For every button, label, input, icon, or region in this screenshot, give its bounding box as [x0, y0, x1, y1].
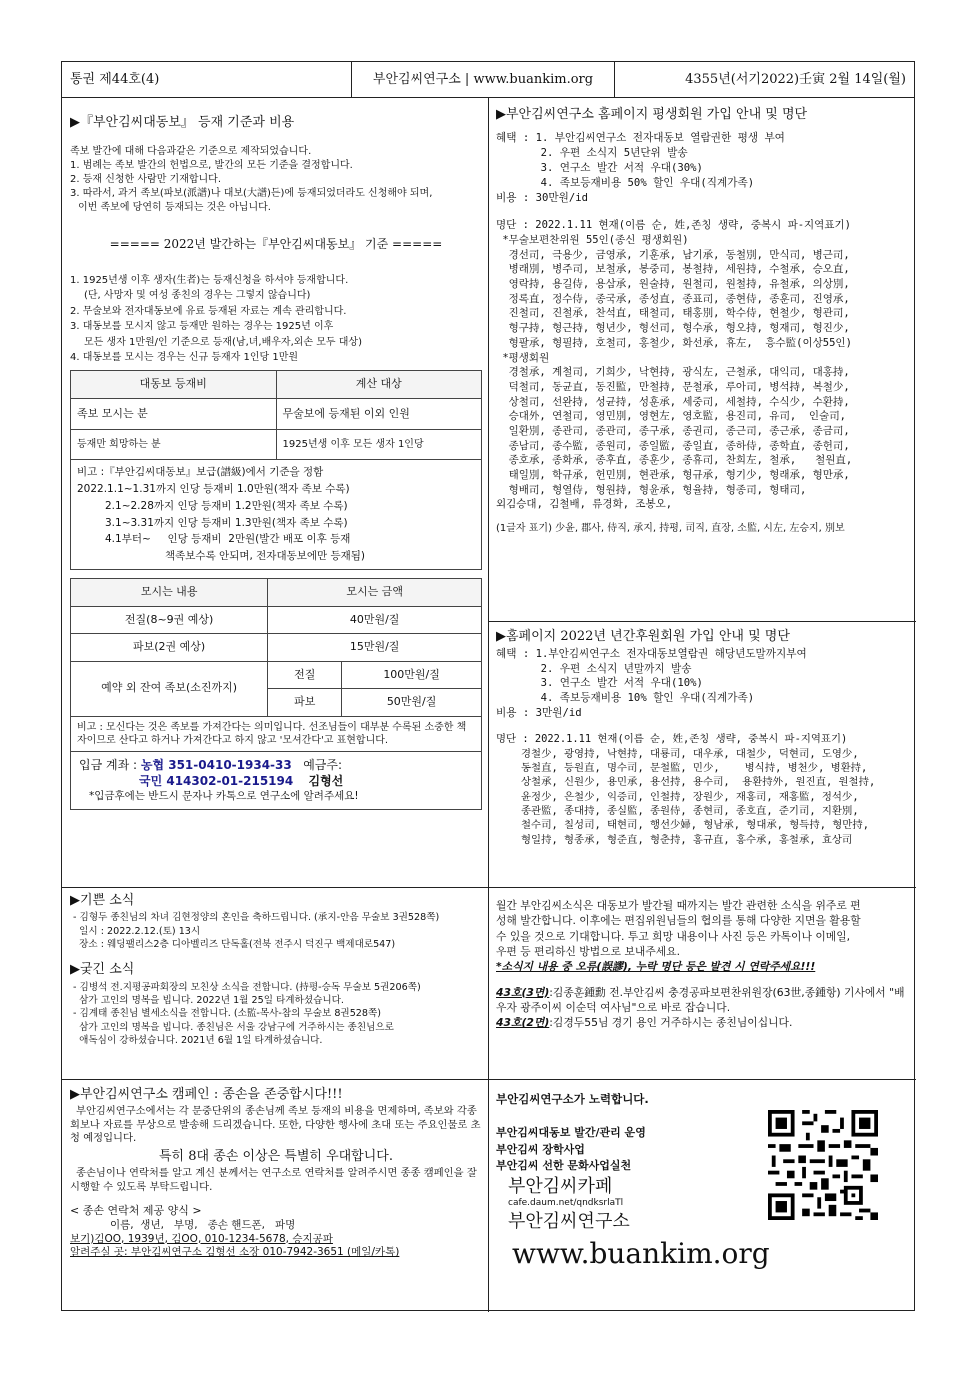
monthly-warning: *소식지 내용 중 오류(誤謬), 누락 명단 등은 발견 시 연락주세요!!!: [496, 960, 816, 974]
news-line: - 김형두 종친님의 차녀 김현정양의 혼인을 축하드립니다. (承지-안음 무술보 3권528쪽): [70, 912, 440, 924]
fee-table-cell: 등재만 희망하는 분: [71, 430, 277, 460]
member-row: 형구持, 형근持, 형년少, 형선司, 형수承, 형오持, 형재司, 형진少,: [496, 322, 850, 335]
registration-intro: [70, 145, 482, 215]
bank-account-1: 농협 351-0410-1934-33: [140, 757, 292, 772]
standard-item: 1. 1925년생 이후 생자(生者)는 등재신청을 하셔야 등재합니다.: [70, 274, 349, 286]
fee-note: 2022.1.1~1.31까지 인당 등재비 1.0만원(책자 족보 수록): [77, 483, 350, 495]
news-line: 삼가 고인의 명복을 빕니다. 종친님은 서울 강남구에 거주하시는 종친님으로: [70, 1021, 394, 1033]
footer-section: [496, 1092, 912, 1310]
benefit-line: 4. 족보등재비용 10% 할인 우대(직계가족): [496, 691, 755, 704]
divider-right-1: [488, 621, 916, 622]
column-divider: [488, 98, 489, 1312]
fee-note: 비고 :『부안김씨대동보』보급(譜級)에서 기준을 정함: [77, 466, 324, 479]
campaign-body-2: 종손님이나 연락처를 알고 계신 분께서는 연구소로 연락처를 알려주시면 종종 캠페인을 잘 시행할 수 있도록 부탁드립니다.: [70, 1167, 477, 1193]
member-row: 상철司, 선완持, 성균持, 성훈承, 세중司, 세철持, 수식少, 수환持,: [496, 395, 850, 408]
member-row: 승대外, 연철司, 영민別, 영현左, 영호監, 용진司, 유司, 인술司,: [496, 410, 846, 423]
campaign-body: 부안김씨연구소에서는 각 문중단위의 종손님께 족보 등재의 비용을 면제하며, 족보와 각종 회보나 자료를 무상으로 발송해 드리겠습니다. 또한, 다양한 행사에 초대 또는 주요인물로 초청 예정입니다.: [70, 1105, 481, 1145]
life-member-title: ▶부안김씨연구소 홈페이지 평생회원 가입 안내 및 명단: [496, 107, 808, 122]
news-line: - 김계태 종친님 별세소식을 전합니다. (소監-목사-참의 무술보 8권528쪽): [70, 1008, 382, 1020]
registration-section: [70, 114, 482, 884]
institute-name: 부안김씨연구소: [508, 1211, 630, 1233]
price-table-cell: 전질: [268, 661, 342, 689]
sad-title: ▶궂긴 소식: [70, 962, 135, 978]
standard-item: 4. 대동보를 모시는 경우는 신규 등재자 1인당 1만원: [70, 352, 299, 364]
intro-line: 2. 등재 신청한 사람만 기재합니다.: [70, 174, 222, 186]
price-table-cell: 파보(2권 예상): [71, 634, 268, 662]
divider-news: [62, 887, 916, 888]
member-row: 경선司, 극용少, 금영承, 기훈承, 남기承, 동철別, 만식司, 병근司,: [496, 248, 850, 261]
benefit-line: 2. 우편 소식지 5년단위 발송: [496, 147, 688, 160]
member-row: 윤정少, 은철少, 익증司, 인철持, 장원少, 재홍司, 재홍監, 정석少,: [496, 790, 859, 803]
life-member-list: [496, 218, 912, 512]
account-holder: 김형선: [308, 773, 344, 788]
member-row: 형팔承, 형필持, 호철司, 홍철少, 화선承, 휴左, 흥수監(이상55인): [496, 336, 852, 349]
news-line: 장소 : 웨딩팰리스2층 디아벨리즈 단독홀(전북 전주시 덕진구 백제대로547): [70, 939, 396, 950]
member-row: 종관監, 종대持, 종실監, 종원侍, 종현司, 종호直, 준기司, 지환別,: [496, 805, 859, 817]
joy-news: [70, 911, 482, 951]
member-row: 경철少, 광영持, 낙현持, 대룡司, 대우承, 대철少, 덕현司, 도영少,: [496, 747, 859, 760]
price-table-cell: 15만원/질: [268, 634, 482, 662]
member-row: 병래別, 병주司, 보철承, 봉중司, 봉철持, 세원持, 수철承, 승오直,: [496, 263, 850, 276]
intro-line: 족보 발간에 대해 다음과같은 기준으로 제작되었습니다.: [70, 146, 312, 158]
price-table-cell: 파보: [268, 689, 342, 717]
standard-item: 3. 대동보를 모시지 않고 등재만 원하는 경우는 1925년 이후: [70, 321, 334, 333]
benefit-line: 4. 족보등재비용 50% 할인 우대(직계가족): [496, 177, 755, 190]
member-row: 경철承, 계철司, 기희少, 낙현持, 광식左, 근철承, 대익司, 대홍持,: [496, 366, 850, 379]
member-row: 철수司, 칠성司, 태현司, 행선少婦, 형남承, 형대承, 형득持, 형만持,: [496, 819, 869, 832]
fee-table-cell: 무술보에 등재된 이외 인원: [276, 398, 482, 430]
monthly-line: 성해 발간합니다. 이후에는 편집위원님들의 협의를 통해 다양한 지면을 활용할: [496, 914, 861, 928]
correction-text: :김종훈鍾勳 전.부안김씨 충경공파보편찬위원장(63世,종鍾항) 기사에서 "배우자 광주이씨 이순덕 여사님"으로 바로 잡습니다.: [496, 985, 905, 1014]
issue-date: 4355년(서기2022)壬寅 2월 14일(월): [685, 71, 906, 87]
benefit-line: 비용 : 30만원/id: [496, 192, 588, 205]
list-subhead: *무술보편찬위원 55인(종신 평생회원): [496, 234, 689, 246]
member-row: 일환別, 종관司, 종관司, 종구承, 종권司, 종근司, 종근承, 종금司,: [496, 424, 850, 437]
divider-bottom: [62, 1079, 916, 1080]
registration-title: ▶『부안김씨대동보』 등재 기준과 비용: [70, 115, 295, 130]
monthly-line: 수 있을 것으로 기대합니다. 투고 희망 내용이나 사진 등은 카톡이나 이메일,: [496, 929, 851, 943]
price-table-cell: 예약 외 잔여 족보(소진까지): [71, 661, 268, 716]
list-subhead: *평생회원: [496, 351, 550, 364]
fee-table-cell: 족보 모시는 분: [71, 398, 277, 430]
intro-line: 3. 따라서, 과거 족보(파보(派譜)나 대보(大譜)든)에 등재되었더라도 신청해야 되며,: [70, 188, 433, 200]
member-row: 종남司, 종수監, 종원司, 종일監, 종일直, 종하侍, 종학直, 종헌司,: [496, 439, 850, 452]
account-note: *입금후에는 반드시 문자나 카톡으로 연구소에 알려주세요!: [89, 789, 359, 802]
standard-list: [70, 273, 482, 366]
monthly-section: [496, 898, 912, 1076]
member-row: 형배司, 형열侍, 형원持, 형윤承, 형율持, 형종司, 형태司,: [496, 483, 807, 496]
sad-news: [70, 981, 482, 1048]
joy-title: ▶기쁜 소식: [70, 893, 135, 908]
form-fields: 이름, 생년, 부명, 종손 핸드폰, 파명: [110, 1218, 296, 1231]
correction-2: [496, 1015, 912, 1030]
account-label: 입금 계좌 :: [79, 757, 138, 772]
monthly-line: 월간 부안김씨소식은 대동보가 발간될 때까지는 발간 관련한 소식을 위주로 편: [496, 899, 861, 912]
member-row: 상철承, 신원少, 용민承, 용선持, 용수司, 용환持外, 원진直, 원철持,: [496, 776, 876, 789]
annual-member-section: [496, 628, 912, 884]
news-line: 애독심이 강하셨습니다. 2021년 6월 1일 타계하셨습니다.: [70, 1035, 323, 1047]
bank-account-2: 국민 414302-01-215194: [139, 773, 294, 788]
fee-note: 2.1~2.28까지 인당 등재비 1.2만원(책자 족보 수록): [105, 499, 348, 512]
benefit-line: 3. 연구소 발간 서적 우대(30%): [496, 162, 703, 175]
price-table: [70, 578, 482, 717]
qr-code-icon: [768, 1110, 878, 1220]
benefit-line: 2. 우편 소식지 년말까지 발송: [496, 662, 692, 675]
price-table-header: 모시는 금액: [268, 578, 482, 606]
holder-label: 예금주:: [303, 757, 343, 772]
fee-table-cell: 1925년생 이후 모든 생자 1인당: [276, 430, 482, 460]
issue-number: 통권 제44호(4): [62, 62, 352, 97]
news-section: [70, 892, 482, 1076]
correction-ref: 43호(3면): [496, 985, 550, 999]
website-url[interactable]: www.buankim.org: [512, 1237, 770, 1271]
intro-line: 이번 족보에 당연히 등재되는 것은 아닙니다.: [78, 202, 271, 214]
benefit-line: 비용 : 3만원/id: [496, 706, 582, 719]
correction-text: :김경두55님 경기 용인 거주하시는 종친님이십니다.: [549, 1016, 793, 1030]
list-head: 명단 : 2022.1.11 현재(이름 순, 姓,존칭 생략, 중복시 파-지역표기): [496, 733, 848, 746]
header-bar: [62, 62, 914, 98]
fee-table-header: 대동보 등재비: [71, 370, 277, 398]
life-legend: (1글자 표기) 少윤, 郡사, 侍직, 承지, 持평, 司직, 直장, 소監, 시左, 左승지, 別보: [496, 523, 845, 535]
life-benefits: [496, 131, 912, 206]
benefit-line: 혜택 : 1. 부안김씨연구소 전자대동보 열람권한 평생 부여: [496, 132, 785, 145]
member-row: 정록直, 정수侍, 종국承, 종성直, 종표司, 종현侍, 종훈司, 진영承,: [496, 292, 850, 305]
price-table-cell: 전질(8~9권 예상): [71, 606, 268, 634]
effort-item: 부안김씨 선한 문화사업실천: [496, 1159, 632, 1173]
member-row: 종호承, 종화承, 종후直, 종훈少, 종휴司, 찬희左, 철承, 철원直,: [496, 454, 853, 467]
news-line: - 김병석 전.지평공파회장의 모친상 소식을 전합니다. (持평-승독 무술보 5권206쪽): [70, 981, 421, 993]
price-table-cell: 50만원/질: [342, 689, 482, 717]
correction-ref: 43호(2면): [496, 1016, 550, 1030]
correction-1: [496, 985, 912, 1016]
campaign-title: ▶부안김씨연구소 캠페인 : 종손을 존중합시다!!!: [70, 1087, 343, 1102]
cafe-name: 부안김씨카페: [508, 1175, 613, 1197]
member-row: 영락持, 용길侍, 용삼承, 원술持, 원철司, 원철持, 유철承, 의상別,: [496, 278, 850, 291]
price-table-cell: 40만원/질: [268, 606, 482, 634]
price-table-cell: 100만원/질: [342, 661, 482, 689]
form-title: < 종손 연락처 제공 양식 >: [70, 1204, 202, 1218]
member-row: 형일持, 형종承, 형준直, 형춘持, 홍규直, 홍수承, 홍철承, 효상司: [496, 833, 853, 846]
annual-benefits: [496, 647, 912, 720]
fee-notes: [70, 460, 482, 570]
benefit-line: 혜택 : 1.부안김씨연구소 전자대동보열람권 해당년도말까지부여: [496, 648, 807, 661]
standard-item: 모든 생자 1만원/인 기준으로 등재(남,녀,배우자,외손 모두 대상): [84, 336, 362, 348]
fee-note: 3.1~3.31까지 인당 등재비 1.3만원(책자 족보 수록): [105, 516, 348, 529]
member-row: 외김승대, 김철배, 류경화, 조봉오,: [496, 498, 673, 511]
member-row: 덕철司, 동균直, 동진監, 만철持, 문철承, 루아司, 병석持, 복철少,: [496, 380, 850, 393]
fee-table: [70, 370, 482, 460]
member-row: 진철司, 진철承, 찬석直, 태철司, 태홍別, 학수侍, 현철少, 형관司,: [496, 307, 850, 320]
standard-title: ===== 2022년 발간하는『부안김씨대동보』 기준 =====: [109, 237, 443, 252]
standard-item: (단, 사망자 및 여성 종친의 경우는 그렇지 않습니다): [84, 290, 311, 302]
campaign-highlight: 특히 8대 종손 이상은 특별히 우대합니다.: [159, 1148, 393, 1164]
life-member-section: [496, 106, 912, 618]
benefit-line: 3. 연구소 발간 서적 우대(10%): [496, 677, 703, 690]
member-row: 동철直, 등원直, 명수司, 문철監, 민少, 병식持, 병천少, 병환持,: [496, 761, 868, 774]
annual-member-list: [496, 732, 912, 847]
effort-item: 부안김씨대동보 발간/관리 운영: [496, 1126, 646, 1140]
member-row: 태일別, 학규承, 헌민別, 현관承, 형규承, 형기少, 형래承, 형만承,: [496, 469, 850, 481]
list-head: 명단 : 2022.1.11 현재(이름 순, 姓,존칭 생략, 중복시 파-지역표기): [496, 219, 851, 232]
price-table-header: 모시는 내용: [71, 578, 268, 606]
news-line: 삼가 고인의 명복을 빕니다. 2022년 1월 25일 타계하셨습니다.: [70, 995, 344, 1006]
fee-note: 책족보수록 안되며, 전자대동보에만 등재됨): [165, 550, 366, 563]
monthly-line: 우편 등 편리하신 방법으로 보내주세요.: [496, 944, 681, 958]
annual-member-title: ▶홈페이지 2022년 년간후원회원 가입 안내 및 명단: [496, 629, 790, 644]
intro-line: 1. 범례는 족보 발간의 헌법으로, 발간의 모든 기준을 결정합니다.: [70, 160, 353, 172]
form-contact: 알려주실 곳: 부안김씨연구소 김형선 소장 010-7942-3651 (메일/카톡): [70, 1246, 400, 1259]
fee-note: 4.1부터~ 인당 등재비 2만원(발간 배포 이후 등재: [105, 533, 351, 546]
form-example: 보기)김OO, 1939년, 김OO, 010-1234-5678, 승지공파: [70, 1232, 333, 1245]
fee-table-header: 계산 대상: [276, 370, 482, 398]
newsletter-page: [61, 61, 915, 1311]
campaign-section: [70, 1086, 482, 1310]
standard-item: 2. 무술보와 전자대동보에 유료 등재된 자료는 계속 관리합니다.: [70, 305, 347, 317]
site-link[interactable]: 부안김씨연구소 | www.buankim.org: [352, 62, 615, 97]
cafe-url[interactable]: cafe.daum.net/qndksrlaTl: [508, 1198, 624, 1209]
news-line: 일시 : 2022.2.12.(토) 13시: [70, 925, 201, 937]
price-note: 비고 : 모신다는 것은 족보를 가져간다는 의미입니다. 선조님들이 대부분 수록된 소중한 책자이므로 산다고 하거나 가져간다고 하지 않고 '모셔간다'고 표현합니다.: [70, 717, 482, 752]
effort-title: 부안김씨연구소가 노력합니다.: [496, 1092, 649, 1106]
effort-item: 부안김씨 장학사업: [496, 1142, 585, 1156]
account-box: [70, 752, 482, 811]
